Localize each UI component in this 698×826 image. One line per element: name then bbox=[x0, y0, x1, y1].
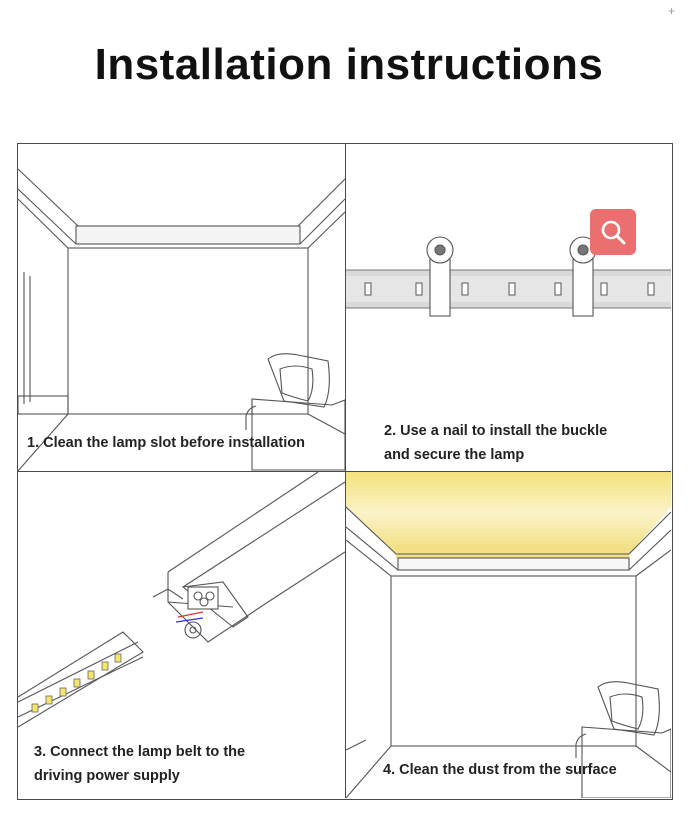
step-3-caption bbox=[34, 740, 245, 788]
step-2-caption-line-1: 2. Use a nail to install the buckle bbox=[384, 423, 608, 439]
step-3-caption-line-1: 3. Connect the lamp belt to the bbox=[34, 744, 246, 760]
step-3-caption-line-2: driving power supply bbox=[34, 768, 180, 784]
plus-icon: + bbox=[668, 4, 676, 18]
step-3-panel bbox=[18, 472, 346, 798]
lit-room-illustration bbox=[346, 472, 671, 798]
step-2-caption-line-2: and secure the lamp bbox=[384, 447, 525, 463]
step-2-panel bbox=[346, 144, 671, 472]
step-4-caption: 4. Clean the dust from the surface bbox=[383, 762, 617, 778]
empty-room-illustration bbox=[18, 144, 345, 471]
instruction-grid bbox=[17, 143, 673, 800]
zoom-search-button[interactable] bbox=[590, 209, 636, 255]
step-1-caption: 1. Clean the lamp slot before installation bbox=[27, 435, 305, 451]
step-1-panel bbox=[18, 144, 346, 472]
page-title: Installation instructions bbox=[94, 40, 604, 89]
magnifier-icon bbox=[598, 217, 628, 247]
step-4-panel bbox=[346, 472, 671, 798]
step-2-caption bbox=[384, 419, 607, 467]
